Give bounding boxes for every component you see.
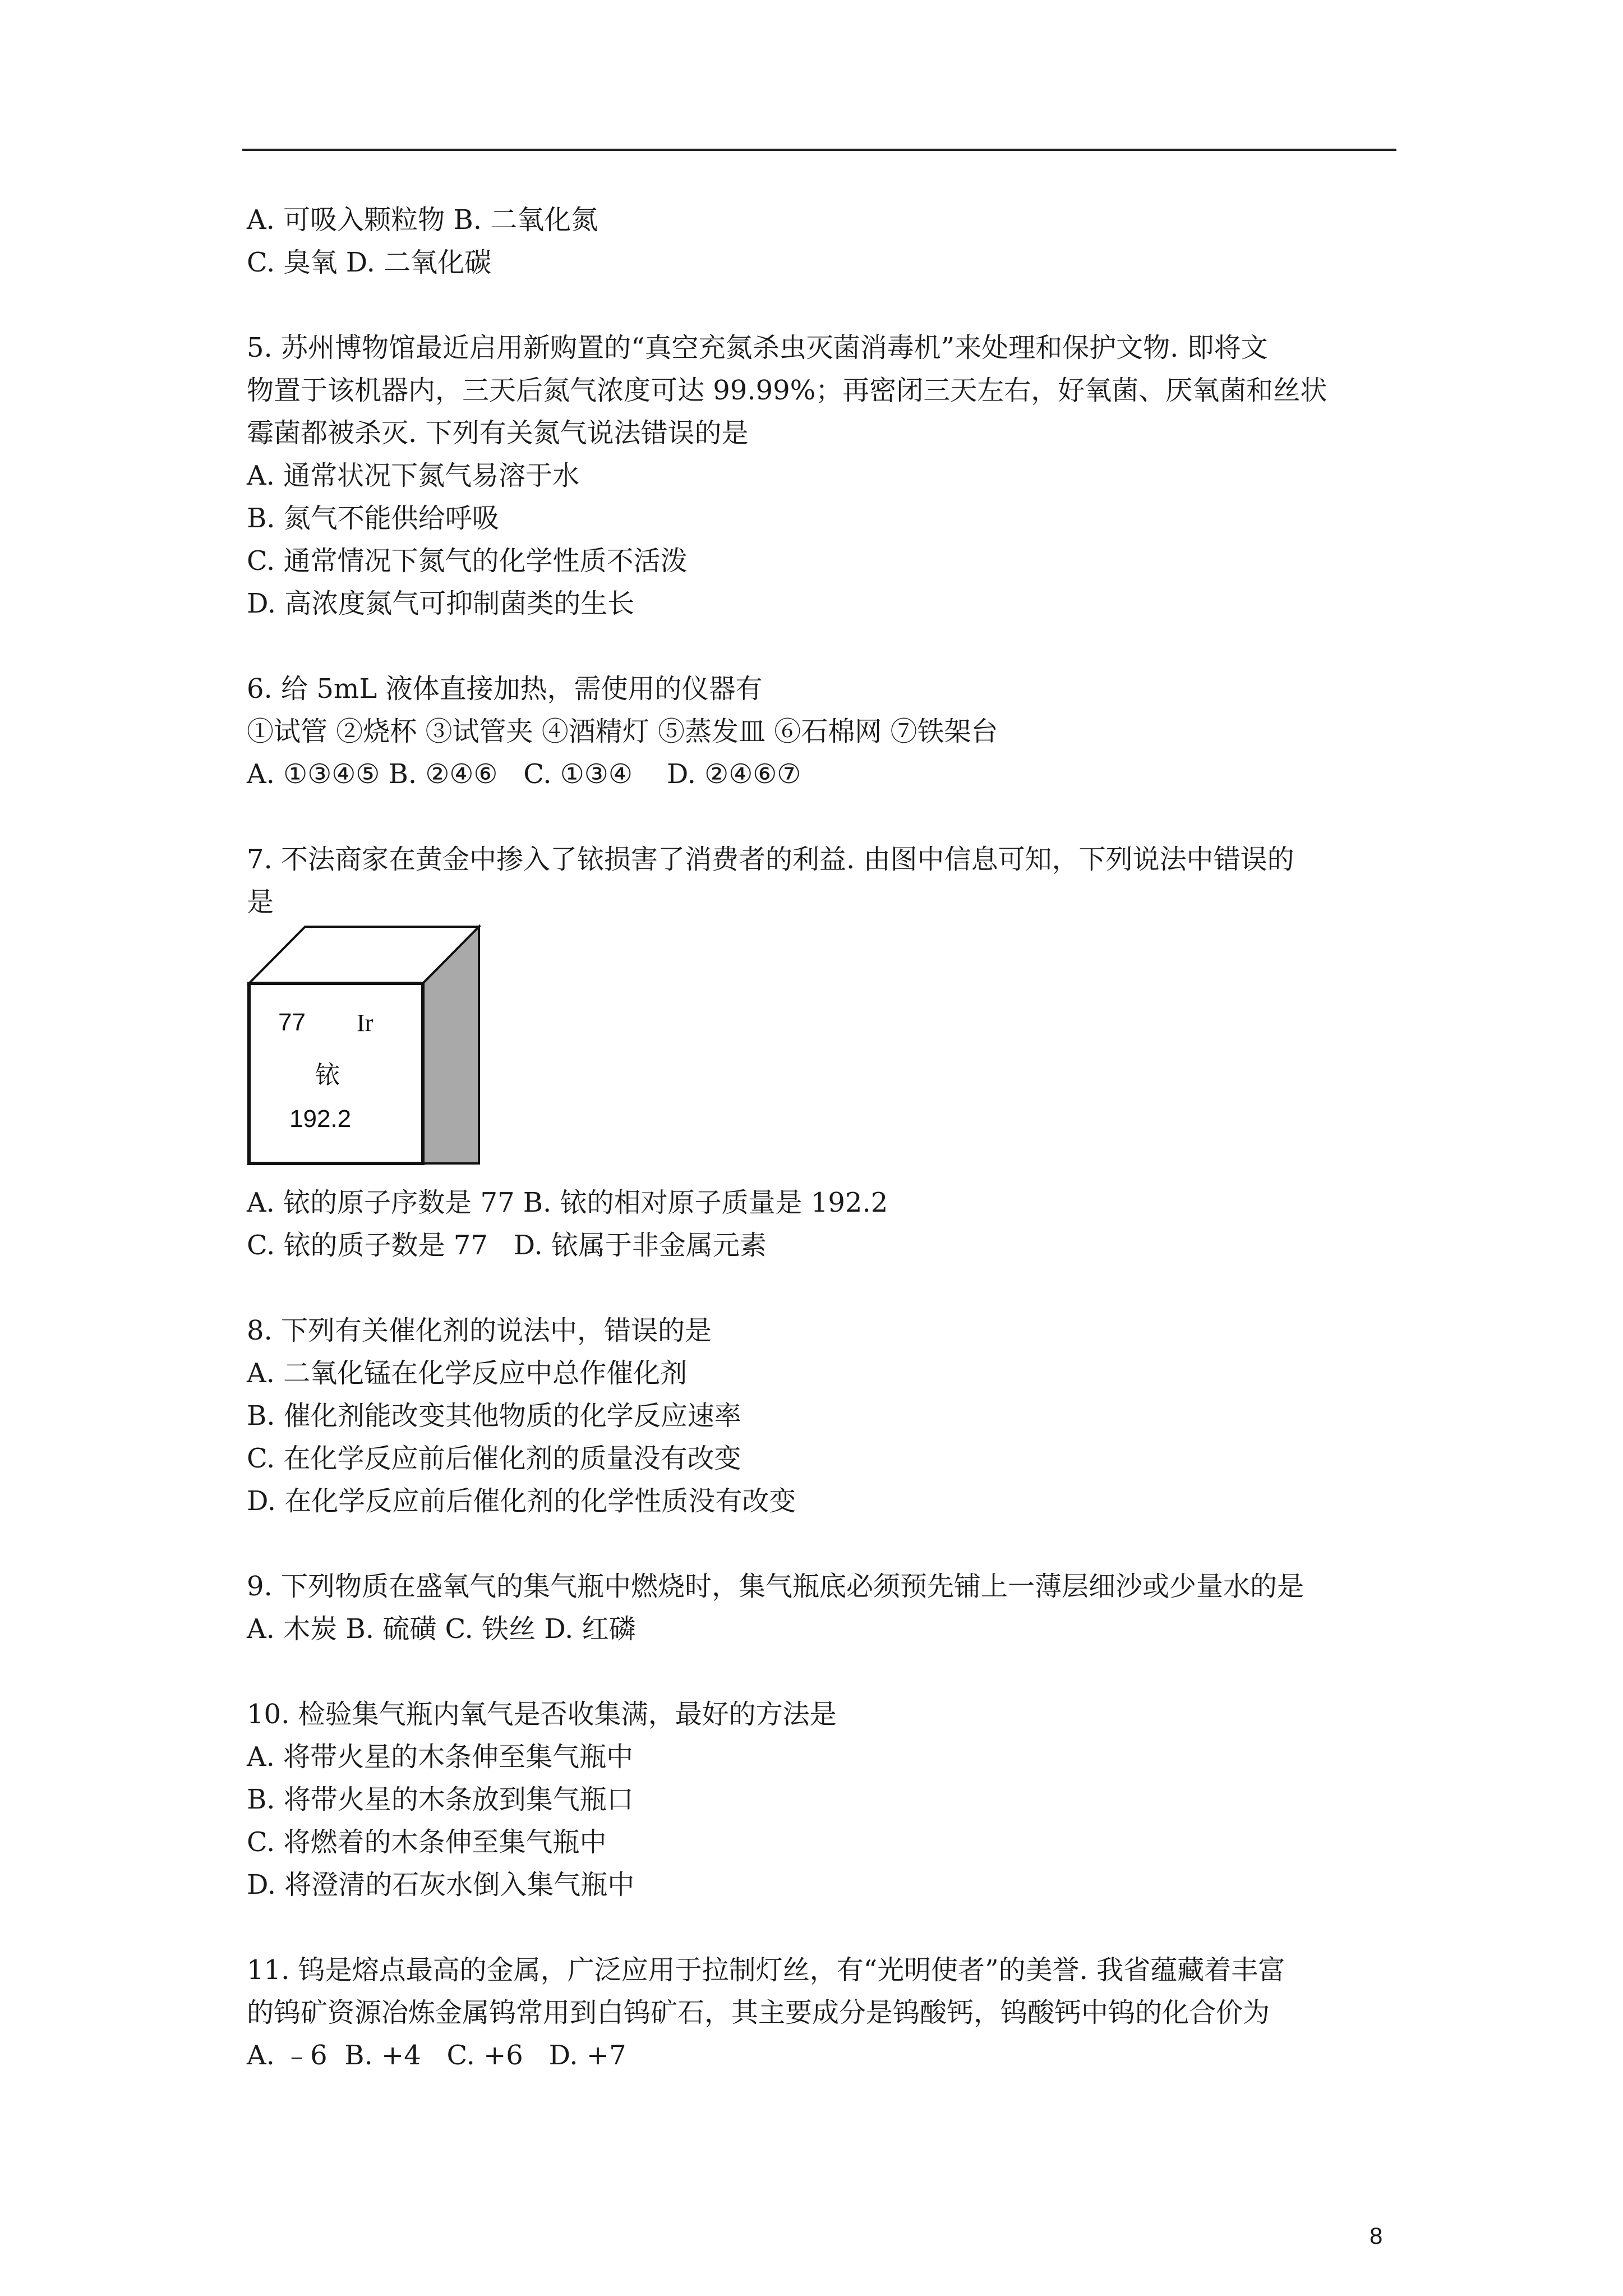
q4-options-ab: A. 可吸入颗粒物 B. 二氧化氮 bbox=[247, 204, 598, 236]
q11-options: A. ﹣6 B. +4 C. +6 D. +7 bbox=[247, 2040, 626, 2071]
q5-option-c: C. 通常情况下氮气的化学性质不活泼 bbox=[247, 545, 688, 577]
q7-stem-line2: 是 bbox=[247, 886, 274, 918]
header-rule bbox=[242, 149, 1396, 151]
q6-instruments: ①试管 ②烧杯 ③试管夹 ④酒精灯 ⑤蒸发皿 ⑥石棉网 ⑦铁架台 bbox=[247, 716, 998, 747]
q5-stem-line1: 5. 苏州博物馆最近启用新购置的“真空充氮杀虫灭菌消毒机”来处理和保护文物. 即将文 bbox=[247, 332, 1268, 364]
q7-options-cd: C. 铱的质子数是 77 D. 铱属于非金属元素 bbox=[247, 1230, 767, 1261]
q9-stem: 9. 下列物质在盛氧气的集气瓶中燃烧时，集气瓶底必须预先铺上一薄层细沙或少量水的是 bbox=[247, 1571, 1304, 1602]
q8-stem: 8. 下列有关催化剂的说法中，错误的是 bbox=[247, 1315, 712, 1346]
q8-option-d: D. 在化学反应前后催化剂的化学性质没有改变 bbox=[247, 1485, 796, 1517]
atomic-number: 77 bbox=[278, 1009, 306, 1036]
q7-stem-line1: 7. 不法商家在黄金中掺入了铱损害了消费者的利益. 由图中信息可知，下列说法中错误的 bbox=[247, 844, 1294, 875]
q5-stem-line3: 霉菌都被杀灭. 下列有关氮气说法错误的是 bbox=[247, 417, 749, 449]
element-symbol: Ir bbox=[357, 1009, 374, 1037]
q4-options-cd: C. 臭氧 D. 二氧化碳 bbox=[247, 247, 492, 278]
atomic-mass: 192.2 bbox=[289, 1105, 352, 1133]
q6-stem: 6. 给 5mL 液体直接加热，需使用的仪器有 bbox=[247, 673, 763, 705]
page-number: 8 bbox=[1370, 2223, 1383, 2249]
q5-option-d: D. 高浓度氮气可抑制菌类的生长 bbox=[247, 588, 635, 619]
q5-option-a: A. 通常状况下氮气易溶于水 bbox=[247, 460, 580, 491]
element-name: 铱 bbox=[315, 1061, 340, 1089]
q7-options-ab: A. 铱的原子序数是 77 B. 铱的相对原子质量是 192.2 bbox=[247, 1187, 888, 1218]
q9-options: A. 木炭 B. 硫磺 C. 铁丝 D. 红磷 bbox=[247, 1613, 636, 1645]
q10-option-a: A. 将带火星的木条伸至集气瓶中 bbox=[247, 1741, 634, 1773]
element-card-cube bbox=[247, 924, 482, 1166]
q5-option-b: B. 氮气不能供给呼吸 bbox=[247, 503, 499, 534]
q5-stem-line2: 物置于该机器内，三天后氮气浓度可达 99.99%；再密闭三天左右，好氧菌、厌氧菌和丝状 bbox=[247, 375, 1327, 406]
q10-option-d: D. 将澄清的石灰水倒入集气瓶中 bbox=[247, 1869, 635, 1901]
q10-stem: 10. 检验集气瓶内氧气是否收集满，最好的方法是 bbox=[247, 1699, 837, 1730]
q8-option-a: A. 二氧化锰在化学反应中总作催化剂 bbox=[247, 1358, 688, 1389]
q8-option-c: C. 在化学反应前后催化剂的质量没有改变 bbox=[247, 1443, 741, 1474]
q8-option-b: B. 催化剂能改变其他物质的化学反应速率 bbox=[247, 1400, 741, 1432]
iridium-element-card bbox=[247, 924, 482, 1166]
q11-stem-line2: 的钨矿资源冶炼金属钨常用到白钨矿石，其主要成分是钨酸钙，钨酸钙中钨的化合价为 bbox=[247, 1997, 1270, 2028]
q10-option-c: C. 将燃着的木条伸至集气瓶中 bbox=[247, 1826, 607, 1858]
q11-stem-line1: 11. 钨是熔点最高的金属，广泛应用于拉制灯丝，有“光明使者”的美誉. 我省蕴藏着丰富 bbox=[247, 1954, 1285, 1986]
q6-options: A. ①③④⑤ B. ②④⑥ C. ①③④ D. ②④⑥⑦ bbox=[247, 758, 801, 790]
q10-option-b: B. 将带火星的木条放到集气瓶口 bbox=[247, 1784, 634, 1815]
